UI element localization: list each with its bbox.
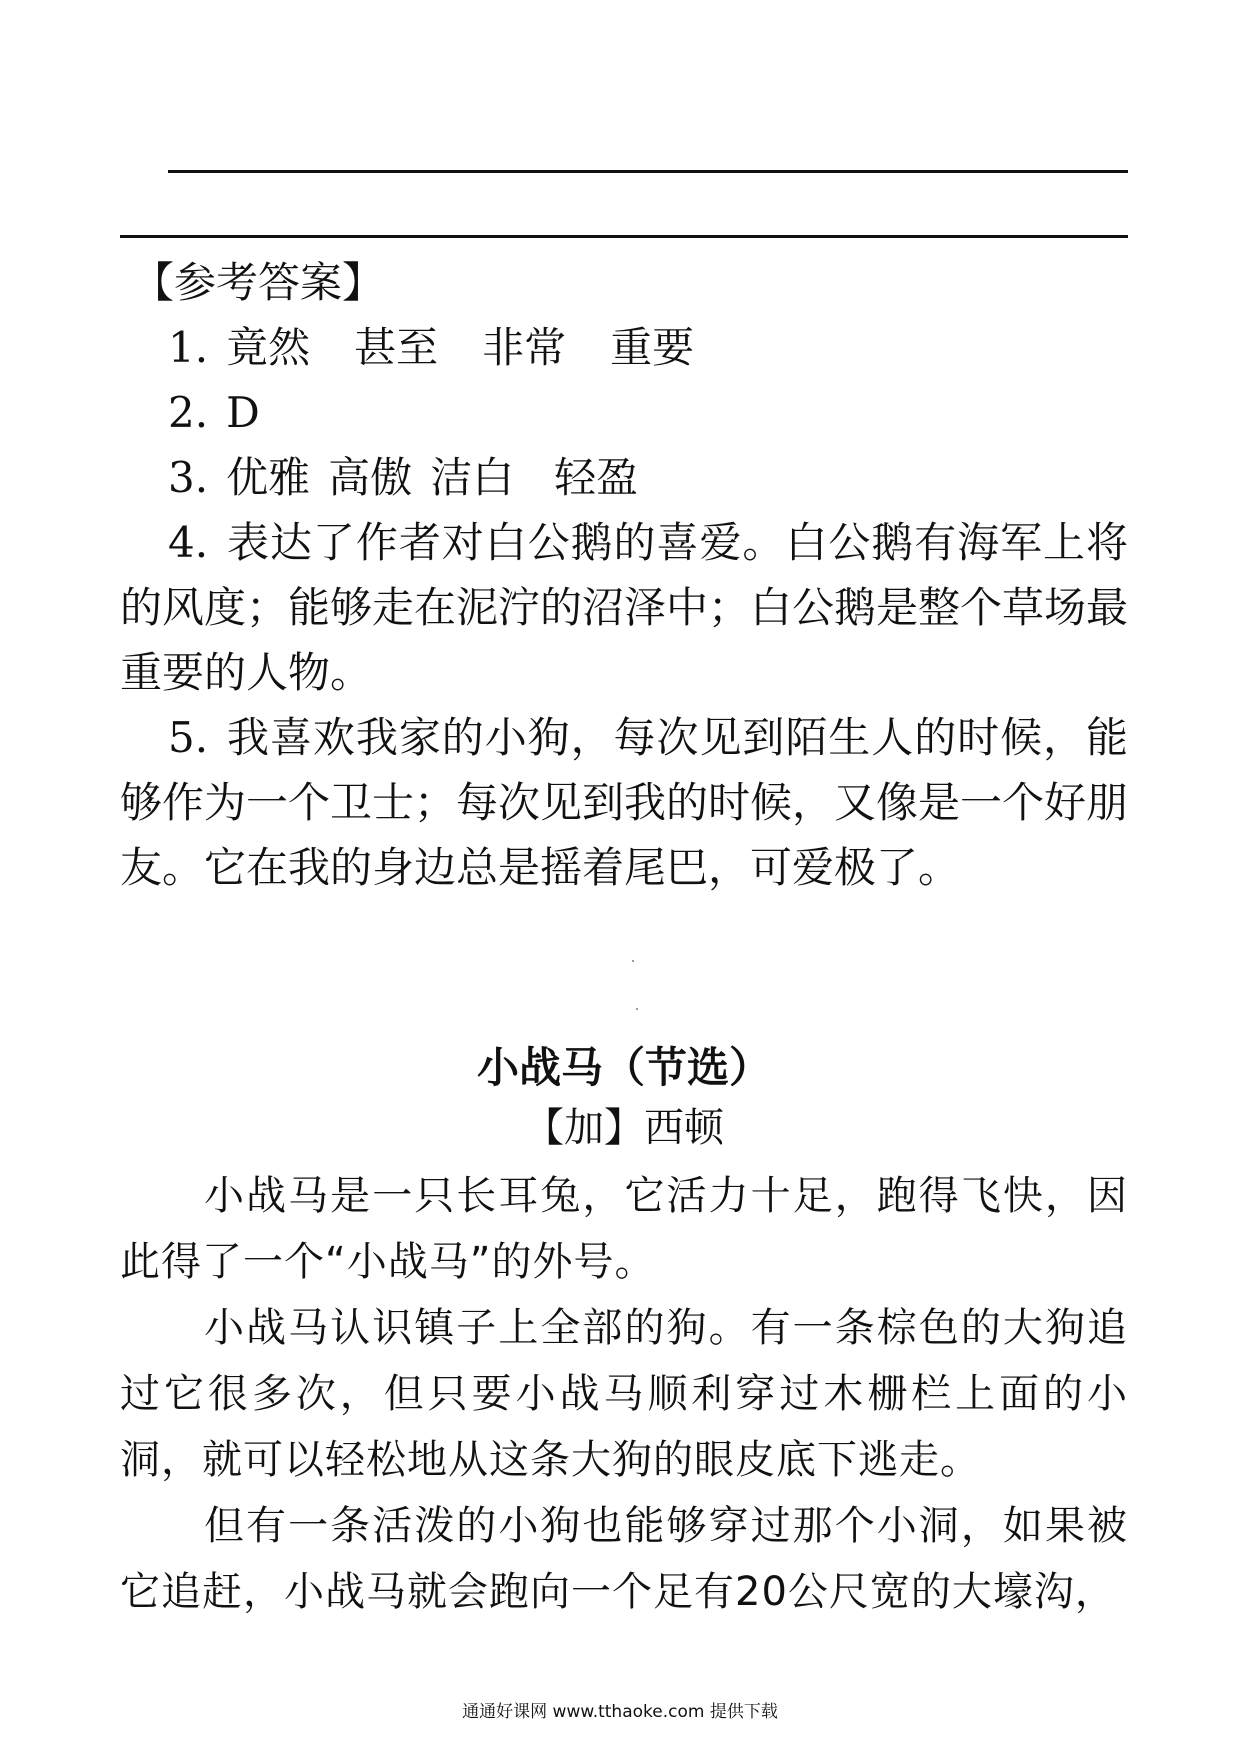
answer-3 [120,445,1128,510]
answer-4 [120,510,1128,705]
answer-line-2 [120,235,1128,238]
answer-3-word: 洁白 [430,453,515,502]
answer-1-word: 非常 [482,323,567,372]
answer-2 [120,380,1128,445]
answer-3-number: 3. [168,453,209,502]
answer-1-number: 1. [168,323,209,372]
answer-5 [120,705,1128,900]
story-paragraph: 但有一条活泼的小狗也能够穿过那个小洞，如果被它追赶，小战马就会跑向一个足有20公尺宽的大壕沟， [120,1503,1128,1615]
page-footer: 通通好课网 www.tthaoke.com 提供下载 [462,1702,778,1722]
answer-2-text: D [226,388,260,437]
story-paragraph: 小战马是一只长耳兔，它活力十足，跑得飞快，因此得了一个“小战马”的外号。 [120,1173,1128,1285]
scan-speck [632,960,634,962]
answer-line-1 [168,170,1128,173]
answer-1 [120,315,1128,380]
answer-1-word: 竟然 [226,323,311,372]
scan-speck [636,1008,638,1010]
answer-5-text: 我喜欢我家的小狗，每次见到陌生人的时候，能够作为一个卫士；每次见到我的时候，又像是一个好朋友。它在我的身边总是摇着尾巴，可爱极了。 [120,713,1129,892]
story-paragraph: 小战马认识镇子上全部的狗。有一条棕色的大狗追过它很多次，但只要小战马顺利穿过木栅栏上面的小洞，就可以轻松地从这条大狗的眼皮底下逃走。 [120,1305,1128,1483]
answer-2-number: 2. [168,388,209,437]
answer-3-word: 优雅 [226,453,311,502]
story-body [120,1163,1128,1625]
answer-4-number: 4. [168,518,209,567]
answer-key [120,250,1128,900]
answer-key-heading: 【参考答案】 [132,258,385,307]
answer-1-word: 甚至 [354,323,439,372]
story-author: 【加】西顿 [524,1105,724,1151]
answer-1-word: 重要 [610,323,695,372]
answer-3-word: 轻盈 [554,453,639,502]
answer-3-word: 高傲 [328,453,413,502]
answer-4-text: 表达了作者对白公鹅的喜爱。白公鹅有海军上将的风度；能够走在泥泞的沼泽中；白公鹅是整个草场最重要的人物。 [120,518,1129,697]
answer-5-number: 5. [168,713,209,762]
story-title: 小战马（节选） [476,1043,771,1092]
